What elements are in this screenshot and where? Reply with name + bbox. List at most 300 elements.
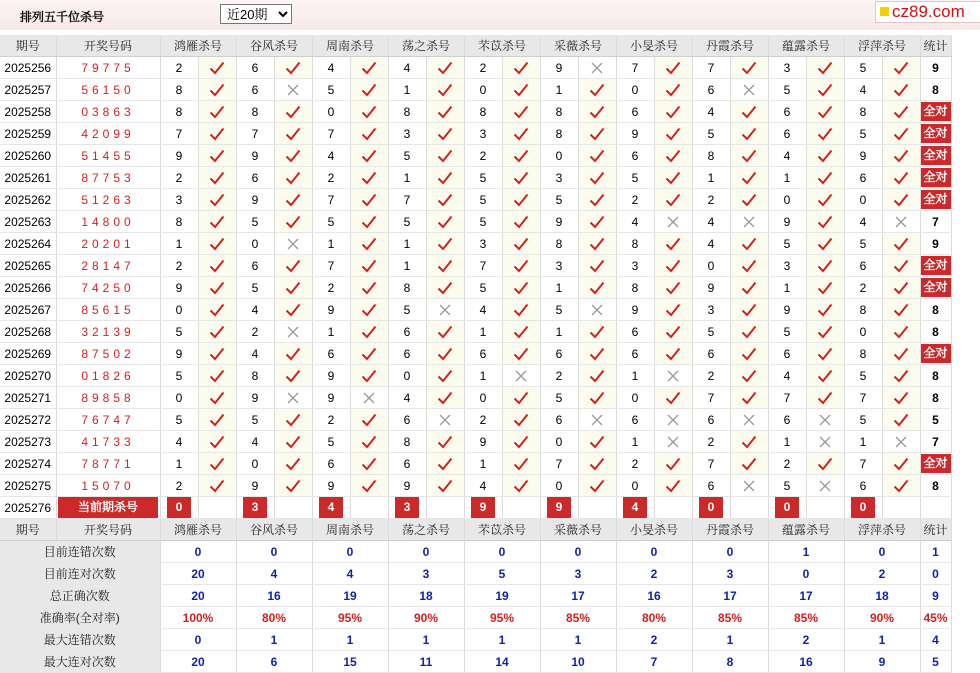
result-mark-cell	[578, 211, 616, 233]
kill-number-cell: 8	[844, 101, 882, 123]
result-mark-cell	[578, 431, 616, 453]
kill-number-cell: 5	[844, 123, 882, 145]
check-icon	[579, 325, 616, 339]
kill-number-cell: 1	[388, 255, 426, 277]
result-mark-cell	[578, 387, 616, 409]
kill-number-cell: 2	[312, 277, 350, 299]
stats-value: 9	[844, 651, 920, 673]
cross-icon	[883, 215, 920, 229]
result-mark-cell	[882, 409, 920, 431]
current-kill-number: 0	[699, 497, 723, 518]
result-mark-cell	[274, 321, 312, 343]
result-mark-cell	[274, 365, 312, 387]
kill-number-cell: 2	[464, 57, 502, 79]
column-header: 蕴露杀号	[768, 519, 844, 541]
cross-icon	[731, 215, 768, 229]
count-cell	[920, 167, 951, 189]
kill-number-cell: 6	[616, 343, 654, 365]
check-icon	[883, 105, 920, 119]
current-kill-number: 9	[471, 497, 495, 518]
stats-value: 0	[160, 629, 236, 651]
check-icon	[655, 171, 692, 185]
result-mark-cell	[730, 321, 768, 343]
period-cell: 2025268	[0, 321, 56, 343]
check-icon	[427, 83, 464, 97]
check-icon	[883, 149, 920, 163]
result-mark-cell	[730, 145, 768, 167]
stats-value: 1	[540, 629, 616, 651]
result-mark-cell	[350, 79, 388, 101]
result-mark-cell	[274, 453, 312, 475]
period-cell: 2025266	[0, 277, 56, 299]
kill-number-cell: 4	[312, 145, 350, 167]
kill-number-cell: 4	[388, 57, 426, 79]
kill-number-cell: 3	[388, 123, 426, 145]
kill-number-cell: 1	[464, 453, 502, 475]
result-mark-cell	[578, 453, 616, 475]
result-mark-cell	[882, 365, 920, 387]
draw-code-cell: 87753	[56, 167, 160, 189]
table-row	[0, 101, 951, 123]
check-icon	[579, 457, 616, 471]
result-mark-cell	[274, 299, 312, 321]
result-mark-cell	[426, 343, 464, 365]
kill-number-cell: 5	[540, 189, 578, 211]
empty-cell	[198, 497, 236, 519]
kill-number-cell: 9	[312, 365, 350, 387]
check-icon	[655, 457, 692, 471]
check-icon	[731, 171, 768, 185]
kill-number-cell: 9	[768, 299, 806, 321]
check-icon	[807, 391, 844, 405]
kill-number-cell: 0	[540, 475, 578, 497]
draw-code-cell: 28147	[56, 255, 160, 277]
empty-cell	[578, 497, 616, 519]
kill-number-cell: 2	[464, 145, 502, 167]
current-kill-number: 9	[547, 497, 571, 518]
result-mark-cell	[730, 365, 768, 387]
result-mark-cell	[502, 387, 540, 409]
kill-number-cell: 5	[388, 299, 426, 321]
check-icon	[503, 435, 540, 449]
result-mark-cell	[578, 409, 616, 431]
kill-number-cell: 8	[540, 123, 578, 145]
cross-icon	[807, 435, 844, 449]
stats-value: 5	[920, 651, 951, 673]
check-icon	[807, 171, 844, 185]
stats-value: 7	[616, 651, 692, 673]
draw-code-cell: 51455	[56, 145, 160, 167]
check-icon	[503, 215, 540, 229]
period-cell: 2025263	[0, 211, 56, 233]
result-mark-cell	[198, 277, 236, 299]
check-icon	[351, 325, 388, 339]
kill-number-cell: 4	[464, 299, 502, 321]
check-icon	[883, 391, 920, 405]
result-mark-cell	[882, 475, 920, 497]
check-icon	[883, 61, 920, 75]
result-mark-cell	[274, 277, 312, 299]
check-icon	[199, 127, 236, 141]
result-mark-cell	[502, 101, 540, 123]
check-icon	[351, 259, 388, 273]
check-icon	[579, 259, 616, 273]
count-cell: 5	[920, 409, 951, 431]
kill-number-cell: 2	[160, 475, 198, 497]
stats-value: 1	[236, 629, 312, 651]
result-mark-cell	[654, 343, 692, 365]
stats-value: 4	[312, 563, 388, 585]
cross-icon	[731, 413, 768, 427]
empty-cell	[426, 497, 464, 519]
kill-number-cell: 4	[236, 299, 274, 321]
kill-number-cell: 4	[768, 145, 806, 167]
page-title: 排列五千位杀号	[20, 10, 105, 24]
kill-number-cell: 5	[844, 409, 882, 431]
period-cell: 2025269	[0, 343, 56, 365]
table-row	[0, 387, 951, 409]
result-mark-cell	[198, 57, 236, 79]
kill-number-cell: 5	[312, 79, 350, 101]
column-header: 统计	[920, 519, 951, 541]
result-mark-cell	[578, 167, 616, 189]
empty-cell	[350, 497, 388, 519]
result-mark-cell	[198, 167, 236, 189]
result-mark-cell	[274, 101, 312, 123]
kill-number-cell: 9	[236, 145, 274, 167]
brand-logo[interactable]	[875, 1, 980, 23]
result-mark-cell	[198, 79, 236, 101]
current-kill-cell	[616, 497, 654, 519]
result-mark-cell	[198, 409, 236, 431]
result-mark-cell	[654, 277, 692, 299]
cross-icon	[731, 83, 768, 97]
kill-number-cell: 6	[236, 167, 274, 189]
result-mark-cell	[198, 453, 236, 475]
period-select[interactable]	[220, 4, 292, 24]
cross-icon	[427, 413, 464, 427]
check-icon	[351, 61, 388, 75]
result-mark-cell	[578, 321, 616, 343]
brand-text: cz89.com	[892, 2, 965, 21]
stats-value: 95%	[312, 607, 388, 629]
result-mark-cell	[730, 101, 768, 123]
count-cell: 9	[920, 57, 951, 79]
all-correct-badge: 全对	[921, 454, 951, 473]
table-row	[0, 123, 951, 145]
check-icon	[351, 369, 388, 383]
kill-number-cell: 0	[768, 189, 806, 211]
kill-number-cell: 5	[236, 409, 274, 431]
check-icon	[579, 391, 616, 405]
check-icon	[427, 171, 464, 185]
result-mark-cell	[882, 79, 920, 101]
cross-icon	[275, 391, 312, 405]
result-mark-cell	[882, 453, 920, 475]
check-icon	[199, 193, 236, 207]
cross-icon	[503, 369, 540, 383]
kill-number-cell: 8	[388, 101, 426, 123]
kill-number-cell: 5	[540, 387, 578, 409]
kill-number-cell: 3	[768, 255, 806, 277]
column-header: 鸿雁杀号	[160, 519, 236, 541]
check-icon	[503, 259, 540, 273]
kill-number-cell: 6	[844, 167, 882, 189]
stats-value: 20	[160, 585, 236, 607]
result-mark-cell	[198, 211, 236, 233]
column-header: 谷风杀号	[236, 519, 312, 541]
stats-label: 准确率(全对率)	[0, 607, 160, 629]
kill-number-cell: 9	[616, 299, 654, 321]
check-icon	[275, 281, 312, 295]
period-cell: 2025256	[0, 57, 56, 79]
empty-cell	[882, 497, 920, 519]
table-row	[0, 475, 951, 497]
check-icon	[503, 193, 540, 207]
check-icon	[503, 303, 540, 317]
empty-cell	[806, 497, 844, 519]
result-mark-cell	[578, 79, 616, 101]
kill-number-cell: 1	[388, 233, 426, 255]
result-mark-cell	[806, 233, 844, 255]
check-icon	[275, 369, 312, 383]
stats-value: 8	[692, 651, 768, 673]
check-icon	[275, 479, 312, 493]
kill-number-cell: 0	[616, 475, 654, 497]
result-mark-cell	[730, 211, 768, 233]
result-mark-cell	[274, 343, 312, 365]
kill-number-cell: 7	[692, 57, 730, 79]
check-icon	[199, 413, 236, 427]
result-mark-cell	[198, 343, 236, 365]
kill-number-cell: 2	[464, 409, 502, 431]
kill-number-cell: 1	[464, 365, 502, 387]
result-mark-cell	[502, 453, 540, 475]
kill-number-cell: 3	[464, 233, 502, 255]
result-mark-cell	[198, 299, 236, 321]
result-mark-cell	[806, 167, 844, 189]
column-header: 浮萍杀号	[844, 519, 920, 541]
period-cell: 2025259	[0, 123, 56, 145]
result-mark-cell	[350, 211, 388, 233]
kill-number-cell: 6	[844, 255, 882, 277]
period-cell: 2025270	[0, 365, 56, 387]
check-icon	[883, 413, 920, 427]
result-mark-cell	[502, 475, 540, 497]
kill-number-cell: 6	[388, 453, 426, 475]
result-mark-cell	[274, 233, 312, 255]
result-mark-cell	[806, 453, 844, 475]
count-cell	[920, 277, 951, 299]
result-mark-cell	[502, 167, 540, 189]
stats-value: 85%	[692, 607, 768, 629]
check-icon	[199, 105, 236, 119]
kill-number-cell: 6	[844, 475, 882, 497]
check-icon	[427, 259, 464, 273]
kill-number-cell: 9	[160, 277, 198, 299]
cross-icon	[579, 61, 616, 75]
check-icon	[731, 193, 768, 207]
result-mark-cell	[654, 57, 692, 79]
kill-number-cell: 6	[312, 453, 350, 475]
kill-number-cell: 9	[464, 431, 502, 453]
stats-value: 9	[920, 585, 951, 607]
check-icon	[351, 193, 388, 207]
kill-number-cell: 6	[540, 409, 578, 431]
kill-number-cell: 6	[692, 343, 730, 365]
current-period-row	[0, 497, 951, 519]
kill-number-cell: 1	[464, 321, 502, 343]
result-mark-cell	[654, 431, 692, 453]
check-icon	[655, 325, 692, 339]
column-header: 统计	[920, 35, 951, 57]
table-row	[0, 167, 951, 189]
empty-cell	[654, 497, 692, 519]
kill-number-cell: 0	[236, 453, 274, 475]
result-mark-cell	[274, 123, 312, 145]
result-mark-cell	[654, 453, 692, 475]
stats-value: 19	[312, 585, 388, 607]
all-correct-badge: 全对	[921, 190, 951, 209]
check-icon	[275, 149, 312, 163]
check-icon	[883, 479, 920, 493]
cross-icon	[579, 303, 616, 317]
check-icon	[655, 61, 692, 75]
result-mark-cell	[502, 431, 540, 453]
cross-icon	[655, 435, 692, 449]
result-mark-cell	[882, 321, 920, 343]
kill-number-cell: 8	[540, 101, 578, 123]
result-mark-cell	[350, 475, 388, 497]
check-icon	[275, 105, 312, 119]
result-mark-cell	[274, 145, 312, 167]
period-cell: 2025265	[0, 255, 56, 277]
result-mark-cell	[502, 299, 540, 321]
table-header-row	[0, 519, 951, 541]
result-mark-cell	[426, 431, 464, 453]
kill-number-cell: 5	[768, 79, 806, 101]
kill-number-cell: 9	[540, 57, 578, 79]
column-header: 浮萍杀号	[844, 35, 920, 57]
kill-number-cell: 4	[844, 79, 882, 101]
current-kill-number: 3	[243, 497, 267, 518]
result-mark-cell	[198, 233, 236, 255]
result-mark-cell	[730, 475, 768, 497]
check-icon	[655, 347, 692, 361]
check-icon	[883, 127, 920, 141]
result-mark-cell	[198, 475, 236, 497]
kill-number-cell: 2	[692, 365, 730, 387]
check-icon	[275, 259, 312, 273]
result-mark-cell	[578, 101, 616, 123]
kill-number-cell: 6	[616, 101, 654, 123]
check-icon	[883, 369, 920, 383]
result-mark-cell	[806, 145, 844, 167]
check-icon	[655, 259, 692, 273]
check-icon	[275, 457, 312, 471]
kill-number-cell: 5	[464, 277, 502, 299]
check-icon	[427, 325, 464, 339]
stats-value: 18	[844, 585, 920, 607]
check-icon	[503, 127, 540, 141]
result-mark-cell	[274, 387, 312, 409]
kill-number-cell: 5	[236, 211, 274, 233]
check-icon	[579, 149, 616, 163]
result-mark-cell	[654, 145, 692, 167]
check-icon	[579, 171, 616, 185]
check-icon	[579, 83, 616, 97]
kill-number-cell: 1	[160, 453, 198, 475]
table-row	[0, 299, 951, 321]
kill-number-cell: 8	[160, 79, 198, 101]
check-icon	[807, 215, 844, 229]
stats-value: 0	[312, 541, 388, 563]
check-icon	[731, 237, 768, 251]
kill-number-cell: 5	[844, 233, 882, 255]
kill-number-cell: 9	[616, 123, 654, 145]
kill-number-cell: 4	[692, 233, 730, 255]
check-icon	[883, 347, 920, 361]
result-mark-cell	[426, 453, 464, 475]
kill-number-cell: 6	[616, 409, 654, 431]
result-mark-cell	[350, 123, 388, 145]
kill-number-cell: 8	[236, 101, 274, 123]
kill-number-cell: 2	[844, 277, 882, 299]
check-icon	[503, 171, 540, 185]
result-mark-cell	[502, 211, 540, 233]
stats-value: 3	[540, 563, 616, 585]
check-icon	[275, 61, 312, 75]
cross-icon	[655, 215, 692, 229]
all-correct-badge: 全对	[921, 278, 951, 297]
stats-value: 16	[768, 651, 844, 673]
check-icon	[731, 369, 768, 383]
check-icon	[655, 149, 692, 163]
stats-value: 14	[464, 651, 540, 673]
stats-value: 16	[236, 585, 312, 607]
result-mark-cell	[426, 189, 464, 211]
check-icon	[579, 193, 616, 207]
period-cell: 2025271	[0, 387, 56, 409]
kill-number-cell: 0	[464, 387, 502, 409]
draw-code-cell: 51263	[56, 189, 160, 211]
stats-value: 4	[920, 629, 951, 651]
kill-number-cell: 1	[616, 365, 654, 387]
check-icon	[807, 259, 844, 273]
count-cell	[920, 255, 951, 277]
brand-square-icon	[880, 7, 889, 16]
result-mark-cell	[730, 57, 768, 79]
result-mark-cell	[806, 475, 844, 497]
kill-number-cell: 2	[540, 365, 578, 387]
result-mark-cell	[730, 255, 768, 277]
kill-number-cell: 6	[388, 409, 426, 431]
kill-number-cell: 4	[312, 57, 350, 79]
kill-number-cell: 0	[616, 387, 654, 409]
check-icon	[731, 61, 768, 75]
draw-code-cell: 87502	[56, 343, 160, 365]
kill-number-cell: 4	[844, 211, 882, 233]
table-row	[0, 189, 951, 211]
kill-number-cell: 1	[388, 79, 426, 101]
check-icon	[351, 413, 388, 427]
check-icon	[427, 391, 464, 405]
check-icon	[503, 281, 540, 295]
kill-number-cell: 8	[844, 299, 882, 321]
count-cell: 8	[920, 79, 951, 101]
column-header: 丹霞杀号	[692, 35, 768, 57]
kill-number-cell: 8	[616, 233, 654, 255]
